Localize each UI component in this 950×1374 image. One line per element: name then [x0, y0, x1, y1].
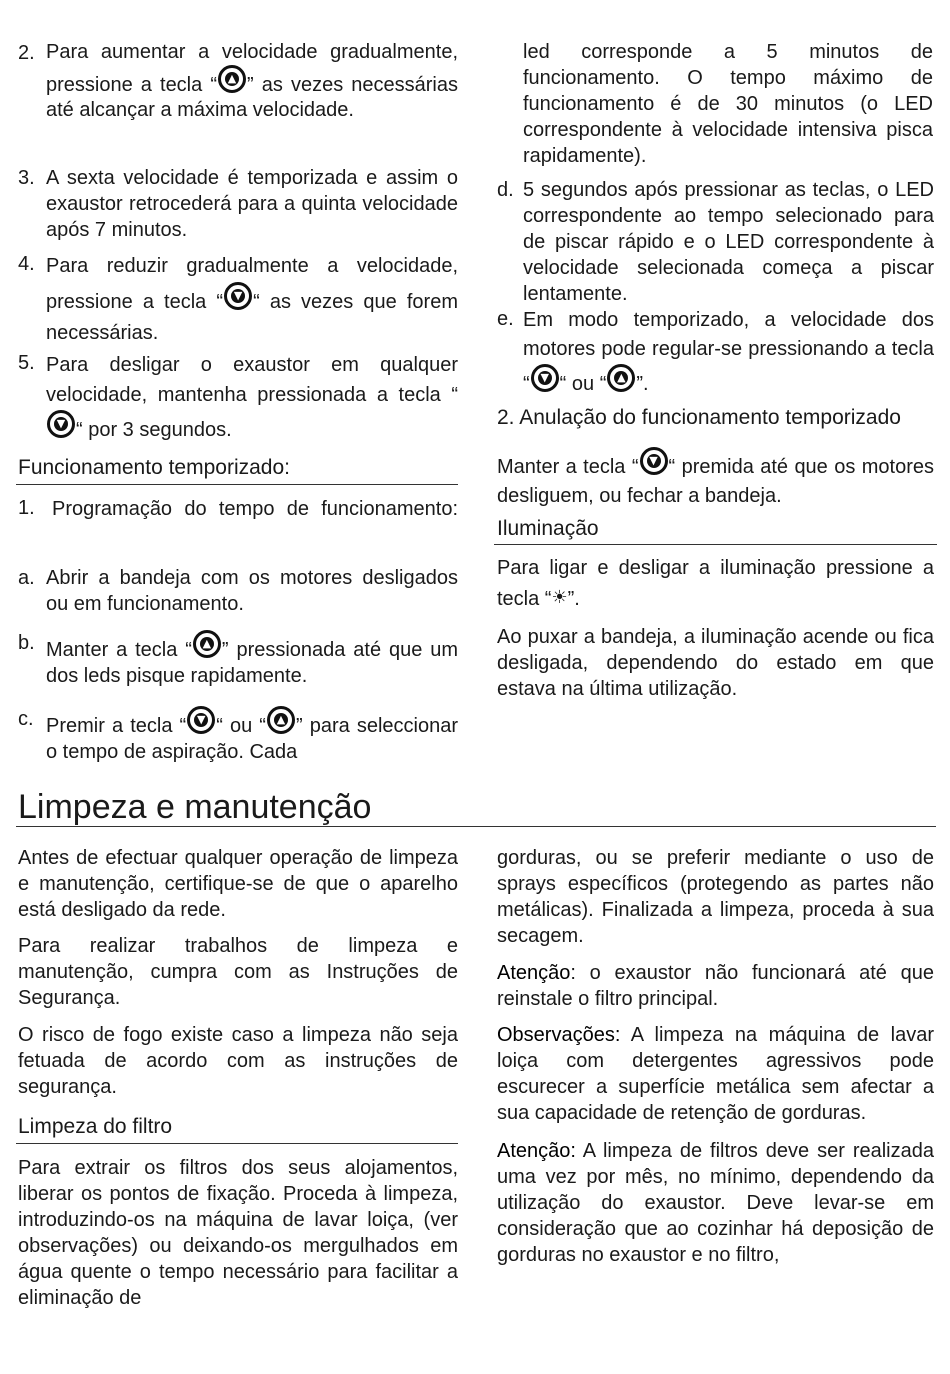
speed-down-key-icon: ▼	[224, 282, 252, 310]
light-text-1: Para ligar e desligar a iluminação pressione a tecla “☀”.	[497, 553, 934, 614]
timer-step-c-continued: led corresponde a 5 minutos de funcionamento. O tempo máximo de funcionamento é de 30 minutos (o LED correspondente à velocidade intensiva pisca rapidamente).	[523, 41, 933, 167]
cancel-text: Manter a tecla “ ▼ “ premida até que os motores desliguem, ou fechar a bandeja.	[497, 447, 934, 511]
timer-heading-rule	[16, 484, 458, 485]
light-heading: Iluminação	[497, 517, 599, 540]
timer-step-c: c. Premir a tecla “ ▼ “ ou “ ▲ ” para seleccionar o tempo de aspiração. Cada	[18, 708, 459, 763]
observations: Observações: A limpeza na máquina de lavar loiça com detergentes agressivos pode escurecer a superfície metálica sem afectar a sua capacidade de retenção de gorduras.	[497, 1024, 934, 1124]
list-item-5: 5. Para desligar o exaustor em qualquer velocidade, mantenha pressionada a tecla “ ▼ “ por 3 segundos.	[18, 352, 458, 441]
timer-step-1: 1. Programação do tempo de funcionamento:	[18, 497, 458, 520]
filter-paragraph-continued: gorduras, ou se preferir mediante o uso de sprays específicos (protegendo as partes não metálicas). Finalizada a limpeza, proceda à sua secagem.	[497, 847, 934, 947]
page-title-rule	[16, 826, 936, 827]
timer-step-d: d. 5 segundos após pressionar as teclas, o LED correspondente ao tempo selecionado para de piscar rápido e o LED correspondente à velocidade selecionada começa a piscar lentamente.	[497, 179, 934, 305]
list-item-4: 4. Para reduzir gradualmente a velocidade, pressione a tecla “ ▼ “ as vezes que forem necessárias.	[18, 253, 458, 344]
speed-up-key-icon: ▲	[218, 65, 246, 93]
clean-paragraph-1: Antes de efectuar qualquer operação de limpeza e manutenção, certifique-se de que o aparelho está desligado da rede.	[18, 847, 458, 921]
clean-paragraph-2: Para realizar trabalhos de limpeza e manutenção, cumpra com as Instruções de Segurança.	[18, 935, 458, 1009]
filter-paragraph: Para extrair os filtros dos seus alojamentos, liberar os pontos de fixação. Proceda à limpeza, introduzindo-os na máquina de lavar loiça, (ver observações) ou deixando-os mergulhados em água quente o tempo necessário para facilitar a eliminação de	[18, 1157, 458, 1309]
filter-heading-rule	[16, 1143, 458, 1144]
timer-step-e: e. Em modo temporizado, a velocidade dos motores pode regular-se pressionando a tecla “ ▼ “ ou “ ▲ ”.	[497, 308, 934, 395]
timer-step-a: a. Abrir a bandeja com os motores desligados ou em funcionamento.	[18, 567, 458, 615]
light-bulb-icon: ☀	[551, 587, 568, 608]
timer-heading: Funcionamento temporizado:	[18, 456, 290, 479]
speed-down-key-icon: ▼	[640, 447, 668, 475]
attention-1: Atenção: o exaustor não funcionará até que reinstale o filtro principal.	[497, 962, 934, 1010]
speed-down-key-icon: ▼	[47, 410, 75, 438]
speed-up-key-icon: ▲	[193, 630, 221, 658]
list-item-2: 2. Para aumentar a velocidade gradualmente, pressione a tecla “ ▲ ” as vezes necessárias até alcançar a máxima velocidade.	[18, 41, 458, 121]
speed-up-key-icon: ▲	[267, 706, 295, 734]
clean-paragraph-3: O risco de fogo existe caso a limpeza não seja fetuada de acordo com as instruções de segurança.	[18, 1024, 458, 1098]
list-item-3: 3. A sexta velocidade é temporizada e assim o exaustor retrocederá para a quinta velocidade após 7 minutos.	[18, 167, 458, 241]
speed-down-key-icon: ▼	[531, 364, 559, 392]
timer-step-b: b. Manter a tecla “ ▲ ” pressionada até que um dos leds pisque rapidamente.	[18, 632, 458, 687]
attention-2: Atenção: A limpeza de filtros deve ser realizada uma vez por mês, no mínimo, dependendo da utilização do exaustor. Deve levar-se em consideração que ao cozinhar há deposição de gorduras no exaustor e no filtro,	[497, 1140, 934, 1266]
cancel-heading: 2. Anulação do funcionamento temporizado	[497, 406, 901, 429]
speed-down-key-icon: ▼	[187, 706, 215, 734]
filter-heading: Limpeza do filtro	[18, 1115, 173, 1138]
speed-up-key-icon: ▲	[607, 364, 635, 392]
light-text-2: Ao puxar a bandeja, a iluminação acende ou fica desligada, dependendo do estado em que estava na última utilização.	[497, 626, 934, 700]
light-heading-rule	[494, 544, 937, 545]
page-title: Limpeza e manutenção	[18, 788, 372, 826]
